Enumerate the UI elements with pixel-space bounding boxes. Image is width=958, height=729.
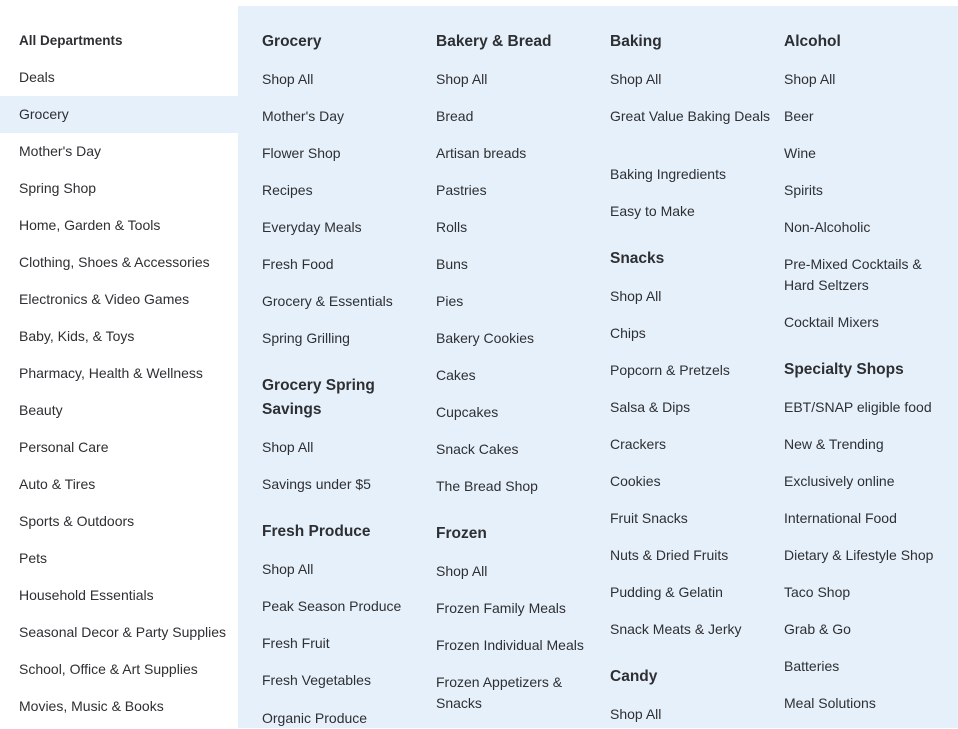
category-link[interactable]: Salsa & Dips [610,399,691,415]
category-link[interactable]: Popcorn & Pretzels [610,362,730,378]
section-heading[interactable]: Grocery Spring Savings [262,377,375,418]
category-link[interactable]: Fresh Food [262,256,334,272]
sidebar-item[interactable]: Movies, Music & Books [19,698,164,714]
category-link[interactable]: Pre-Mixed Cocktails & Hard Seltzers [784,256,922,293]
category-link[interactable]: Grocery & Essentials [262,293,393,309]
category-link[interactable]: Savings under $5 [262,476,371,492]
category-link[interactable]: Meal Solutions [784,695,876,711]
sidebar-item[interactable]: Mother's Day [19,143,102,159]
category-link[interactable]: International Food [784,510,897,526]
category-link[interactable]: Chips [610,325,646,341]
section-heading[interactable]: Grocery [262,33,322,50]
sidebar-item[interactable]: Personal Care [19,439,109,455]
category-link[interactable]: Shop All [436,71,488,87]
category-link[interactable]: Dietary & Lifestyle Shop [784,547,934,563]
section-heading[interactable]: Frozen [436,525,487,542]
sidebar-item[interactable]: Sports & Outdoors [19,513,135,529]
section-heading[interactable]: Baking [610,33,662,50]
sidebar-item[interactable]: Beauty [19,402,63,418]
category-link[interactable]: Cupcakes [436,404,499,420]
category-link[interactable]: Mother's Day [262,108,345,124]
section-heading[interactable]: Specialty Shops [784,361,904,378]
category-link[interactable]: Snack Meats & Jerky [610,621,742,637]
category-link[interactable]: Crackers [610,436,667,452]
category-link[interactable]: EBT/SNAP eligible food [784,399,932,415]
category-link[interactable]: Exclusively online [784,473,895,489]
category-link[interactable]: Beer [784,108,814,124]
category-link[interactable]: Artisan breads [436,145,527,161]
category-link[interactable]: Peak Season Produce [262,598,402,614]
sidebar-item[interactable]: Spring Shop [19,180,97,196]
section-heading[interactable]: Bakery & Bread [436,33,552,50]
sidebar-item[interactable]: Pharmacy, Health & Wellness [19,365,203,381]
sidebar-item[interactable]: Baby, Kids, & Toys [19,328,135,344]
category-link[interactable]: Shop All [610,71,662,87]
category-link[interactable]: Pies [436,293,464,309]
category-link[interactable]: Non-Alcoholic [784,219,871,235]
category-link[interactable]: Fruit Snacks [610,510,688,526]
category-link[interactable]: The Bread Shop [436,478,538,494]
category-link[interactable]: Great Value Baking Deals [610,108,771,124]
grocery-flyout-panel [238,6,958,728]
category-link[interactable]: Nuts & Dried Fruits [610,547,729,563]
category-link[interactable]: Recipes [262,182,313,198]
sidebar-item[interactable]: Clothing, Shoes & Accessories [19,254,210,270]
category-link[interactable]: Fresh Fruit [262,635,330,651]
category-link[interactable]: Rolls [436,219,468,235]
category-link[interactable]: Organic Produce [262,710,368,726]
section-heading[interactable]: Candy [610,668,658,685]
category-link[interactable]: Spirits [784,182,823,198]
category-link[interactable]: Shop All [784,71,836,87]
category-link[interactable]: Frozen Appetizers & Snacks [436,674,563,711]
category-link[interactable]: Frozen Family Meals [436,600,566,616]
category-link[interactable]: Shop All [610,706,662,722]
section-heading[interactable]: Snacks [610,250,665,267]
department-sidebar [0,0,238,728]
section-heading[interactable]: Alcohol [784,33,841,50]
category-link[interactable]: Fresh Vegetables [262,672,371,688]
category-link[interactable]: Shop All [610,288,662,304]
category-link[interactable]: Grab & Go [784,621,851,637]
category-link[interactable]: Cocktail Mixers [784,314,879,330]
category-link[interactable]: Bread [436,108,474,124]
category-link[interactable]: Baking Ingredients [610,166,726,182]
category-link[interactable]: Spring Grilling [262,330,350,346]
sidebar-item[interactable]: Grocery [0,96,238,133]
category-link[interactable]: Pastries [436,182,487,198]
category-link[interactable]: Buns [436,256,468,272]
sidebar-item[interactable]: Pets [19,550,48,566]
category-link[interactable]: Shop All [262,71,314,87]
sidebar-item[interactable]: Household Essentials [19,587,154,603]
category-link[interactable]: Taco Shop [784,584,851,600]
category-link[interactable]: Batteries [784,658,840,674]
sidebar-item[interactable]: Electronics & Video Games [19,291,190,307]
category-link[interactable]: New & Trending [784,436,884,452]
category-link[interactable]: Shop All [262,439,314,455]
all-departments-heading: All Departments [19,33,123,48]
sidebar-item[interactable]: Seasonal Decor & Party Supplies [19,624,226,640]
category-link[interactable]: Shop All [436,563,488,579]
category-link[interactable]: Frozen Individual Meals [436,637,584,653]
category-link[interactable]: Pudding & Gelatin [610,584,723,600]
category-link[interactable]: Bakery Cookies [436,330,535,346]
category-link[interactable]: Cookies [610,473,661,489]
category-link[interactable]: Easy to Make [610,203,695,219]
category-link[interactable]: Snack Cakes [436,441,519,457]
category-link[interactable]: Wine [784,145,816,161]
sidebar-item[interactable]: Home, Garden & Tools [19,217,161,233]
sidebar-item[interactable]: Auto & Tires [19,476,96,492]
category-link[interactable]: Shop All [262,561,314,577]
category-link[interactable]: Flower Shop [262,145,341,161]
category-link[interactable]: Everyday Meals [262,219,362,235]
category-link[interactable]: Cakes [436,367,476,383]
sidebar-item[interactable]: Deals [19,69,55,85]
sidebar-item[interactable]: School, Office & Art Supplies [19,661,198,677]
section-heading[interactable]: Fresh Produce [262,523,371,540]
